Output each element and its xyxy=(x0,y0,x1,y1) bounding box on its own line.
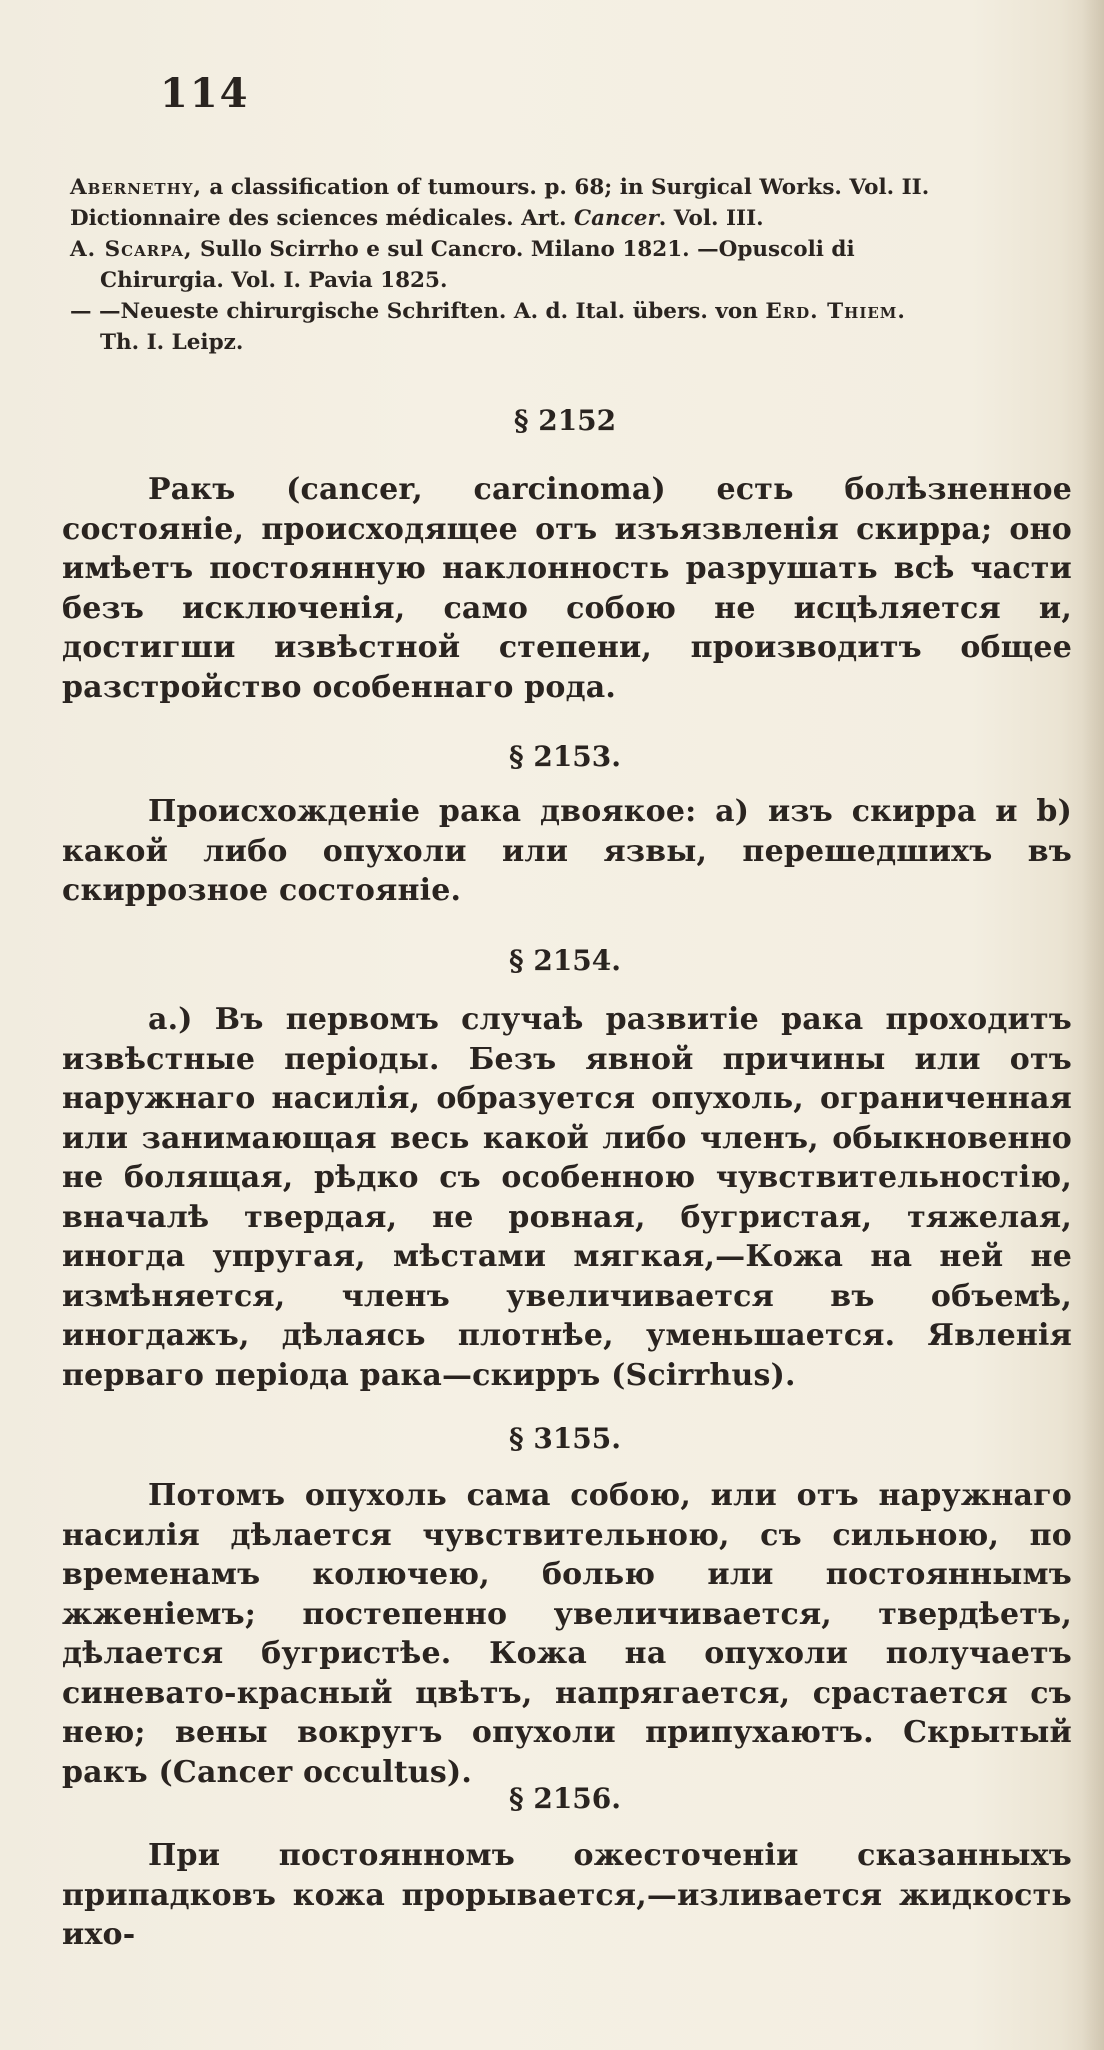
bibliography xyxy=(70,172,1080,358)
reference-text: Th. I. Leipz. xyxy=(100,330,244,355)
reference-line xyxy=(70,203,1080,234)
section-heading-3155: § 3155. xyxy=(508,1422,622,1455)
reference-author: A. Scarpa, xyxy=(70,237,193,262)
section-text-3155 xyxy=(62,1476,1072,1792)
reference-line xyxy=(70,234,1080,265)
reference-author: Abernethy, xyxy=(70,175,202,200)
section-heading-2154: § 2154. xyxy=(508,944,622,977)
reference-text: Sullo Scirrho e sul Cancro. Milano 1821. —Opuscoli di xyxy=(192,237,855,262)
reference-line xyxy=(70,172,1080,203)
page-edge-shadow xyxy=(1082,0,1104,2050)
reference-line xyxy=(70,327,1080,358)
section-text-2153 xyxy=(62,792,1072,911)
reference-line xyxy=(70,296,1080,327)
section-heading-2152: § 2152 xyxy=(513,404,617,437)
reference-text: Dictionnaire des sciences médicales. Art. xyxy=(70,206,575,231)
paragraph: Происхожденiе рака двоякое: a) изъ скирра и b) какой либо опухоли или язвы, перешедшихъ въ скиррозное состоянiе. xyxy=(62,794,1072,908)
section-heading-2153: § 2153. xyxy=(508,740,622,773)
reference-line xyxy=(70,265,1080,296)
section-heading-2156: § 2156. xyxy=(508,1782,622,1815)
section-text-2154 xyxy=(62,1000,1072,1395)
section-text-2156 xyxy=(62,1836,1072,1955)
reference-text: a classification of tumours. p. 68; in Surgical Works. Vol. II. xyxy=(201,175,930,200)
paragraph: При постоянномъ ожесточенiи сказанныхъ припадковъ кожа прорывается,—изливается жидкость ихо- xyxy=(62,1838,1072,1952)
paragraph: a.) Въ первомъ случаѣ развитiе рака проходитъ извѣстные перiоды. Безъ явной причины или отъ наружнаго насилiя, образуется опухоль, ограниченная или занимающая весь какой либо членъ, обыкновенно не болящая, рѣдко съ особенною чувствительностiю, вначалѣ твердая, не ровная, бугристая, тяжелая, иногда упругая, мѣстами мягкая,—Кожа на ней не измѣняется, членъ увеличивается въ объемѣ, иногдажъ, дѣлаясь плотнѣе, уменьшается. Явленiя перваго перiода рака—скирръ (Scirrhus). xyxy=(62,1002,1072,1393)
reference-tail: . Vol. III. xyxy=(658,206,764,231)
page-number: 114 xyxy=(160,70,250,117)
reference-translator: Erd. Thiem. xyxy=(765,299,906,324)
reference-text: Chirurgia. Vol. I. Pavia 1825. xyxy=(100,268,448,293)
paragraph: Ракъ (cancer, carcinoma) есть болѣзненное состоянiе, происходящее отъ изъязвленiя скирра; оно имѣетъ постоянную наклонность разрушать всѣ части безъ исключенiя, само собою не исцѣляется и, достигши извѣстной степени, производитъ общее разстройство особеннаго рода. xyxy=(62,472,1072,705)
reference-text: — —Neueste chirurgische Schriften. A. d. Ital. übers. von xyxy=(70,299,766,324)
paragraph: Потомъ опухоль сама собою, или отъ наружнаго насилiя дѣлается чувствительною, съ сильною, по временамъ колючею, болью или постояннымъ жженiемъ; постепенно увеличивается, твердѣетъ, дѣлается бугристѣе. Кожа на опухоли получаетъ синевато-красный цвѣтъ, напрягается, срастается съ нею; вены вокругъ опухоли припухаютъ. Скрытый ракъ (Cancer occultus). xyxy=(62,1478,1072,1790)
reference-article: Cancer xyxy=(574,206,659,231)
section-text-2152 xyxy=(62,470,1072,707)
